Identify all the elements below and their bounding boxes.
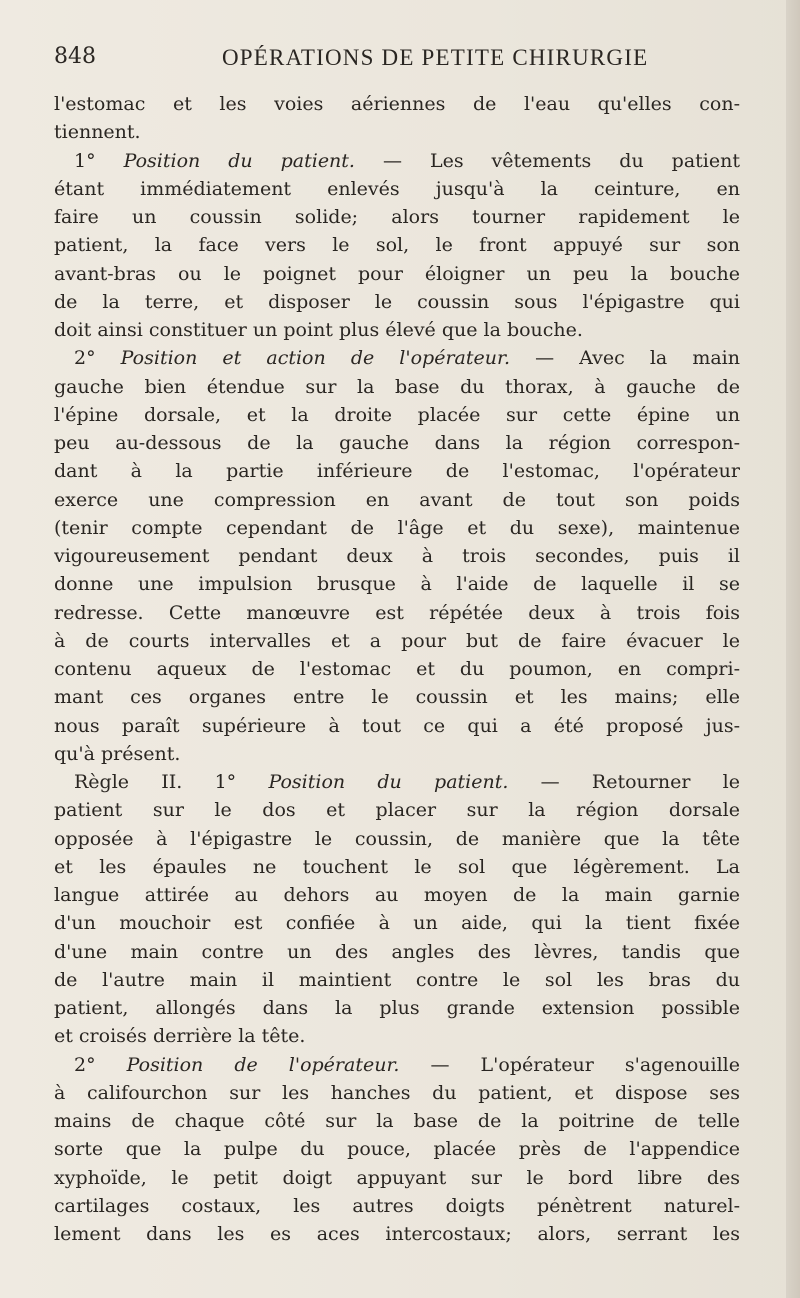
line-text: — L'opérateur s'agenouille bbox=[399, 1053, 740, 1076]
line-text: lement dans les es aces intercostaux; alors, serrant les bbox=[54, 1223, 740, 1245]
line-text: — Les vêtements du patient bbox=[354, 149, 740, 172]
italic-heading: Position du patient. bbox=[268, 771, 509, 793]
text-line bbox=[54, 1022, 740, 1050]
line-text: de l'autre main il maintient contre le sol les bras du bbox=[54, 968, 740, 991]
line-text: donne une impulsion brusque à l'aide de laquelle il se bbox=[54, 573, 740, 596]
line-text: faire un coussin solide; alors tourner rapidement le bbox=[54, 206, 740, 228]
line-text: patient sur le dos et placer sur la région dorsale bbox=[54, 799, 740, 822]
text-line bbox=[54, 373, 740, 401]
line-text: vigoureusement pendant deux à trois secondes, puis il bbox=[54, 545, 740, 567]
line-text: et croisés derrière la tête. bbox=[54, 1025, 306, 1048]
text-line bbox=[54, 1135, 740, 1163]
text-line bbox=[54, 1220, 740, 1248]
page-header bbox=[54, 40, 754, 74]
text-line bbox=[54, 90, 740, 118]
line-text: l'estomac et les voies aériennes de l'eau qu'elles con- bbox=[54, 93, 740, 115]
italic-heading: Position de l'opérateur. bbox=[126, 1053, 400, 1076]
line-lead: 1° bbox=[74, 149, 124, 172]
text-line bbox=[54, 344, 740, 372]
line-text: avant-bras ou le poignet pour éloigner un peu la bouche bbox=[54, 262, 740, 285]
text-line bbox=[54, 486, 740, 514]
line-text: contenu aqueux de l'estomac et du poumon, en compri- bbox=[54, 658, 740, 680]
line-text: l'épine dorsale, et la droite placée sur cette épine un bbox=[54, 403, 740, 426]
text-line bbox=[54, 881, 740, 909]
line-text: nous paraît supérieure à tout ce qui a été proposé jus- bbox=[54, 714, 740, 737]
line-text: cartilages costaux, les autres doigts pénètrent naturel- bbox=[54, 1194, 740, 1217]
text-line bbox=[54, 712, 740, 740]
line-text: exerce une compression en avant de tout son poids bbox=[54, 488, 740, 511]
text-line bbox=[54, 260, 740, 288]
text-line bbox=[54, 825, 740, 853]
text-line bbox=[54, 1079, 740, 1107]
italic-heading: Position et action de l'opérateur. bbox=[120, 347, 511, 370]
line-text: sorte que la pulpe du pouce, placée près de l'appendice bbox=[54, 1138, 740, 1161]
text-line bbox=[54, 655, 740, 683]
line-text: d'un mouchoir est confiée à un aide, qui la tient fixée bbox=[54, 912, 740, 935]
text-line bbox=[54, 768, 740, 796]
text-line bbox=[54, 429, 740, 457]
line-text: — Retourner le bbox=[508, 771, 740, 793]
line-text: à de courts intervalles et a pour but de faire évacuer le bbox=[54, 629, 740, 652]
line-text: de la terre, et disposer le coussin sous l'épigastre qui bbox=[54, 290, 740, 313]
line-lead: 2° bbox=[74, 1053, 127, 1076]
line-lead: Règle II. 1° bbox=[74, 771, 269, 793]
text-line bbox=[54, 938, 740, 966]
text-line bbox=[54, 796, 740, 824]
line-text: — Avec la main bbox=[510, 347, 740, 370]
line-text: (tenir compte cependant de l'âge et du sexe), maintenue bbox=[54, 516, 740, 539]
running-title: OPÉRATIONS DE PETITE CHIRURGIE bbox=[222, 45, 649, 70]
text-line bbox=[54, 118, 740, 146]
text-line bbox=[54, 683, 740, 711]
line-text: qu'à présent. bbox=[54, 742, 181, 765]
text-line bbox=[54, 1107, 740, 1135]
text-line bbox=[54, 1051, 740, 1079]
line-text: xyphoïde, le petit doigt appuyant sur le bord libre des bbox=[54, 1166, 740, 1189]
italic-heading: Position du patient. bbox=[123, 149, 355, 172]
text-line bbox=[54, 147, 740, 175]
text-line bbox=[54, 514, 740, 542]
line-text: dant à la partie inférieure de l'estomac, l'opérateur bbox=[54, 460, 740, 483]
text-line bbox=[54, 288, 740, 316]
text-line bbox=[54, 401, 740, 429]
line-text: peu au-dessous de la gauche dans la région correspon- bbox=[54, 432, 740, 454]
text-line bbox=[54, 457, 740, 485]
text-line bbox=[54, 966, 740, 994]
line-text: étant immédiatement enlevés jusqu'à la ceinture, en bbox=[54, 177, 740, 200]
line-text: patient, la face vers le sol, le front appuyé sur son bbox=[54, 234, 740, 257]
line-text: langue attirée au dehors au moyen de la main garnie bbox=[54, 884, 740, 906]
text-line bbox=[54, 853, 740, 881]
text-line bbox=[54, 994, 740, 1022]
page-number: 848 bbox=[54, 44, 96, 69]
text-line bbox=[54, 231, 740, 259]
line-text: à califourchon sur les hanches du patient, et dispose ses bbox=[54, 1081, 740, 1104]
text-line bbox=[54, 909, 740, 937]
text-line bbox=[54, 1164, 740, 1192]
line-text: et les épaules ne touchent le sol que légèrement. La bbox=[54, 855, 740, 878]
line-text: d'une main contre un des angles des lèvres, tandis que bbox=[54, 940, 740, 963]
line-text: patient, allongés dans la plus grande extension possible bbox=[54, 997, 740, 1019]
text-line bbox=[54, 1192, 740, 1220]
line-text: mant ces organes entre le coussin et les mains; elle bbox=[54, 686, 740, 709]
line-text: redresse. Cette manœuvre est répétée deux à trois fois bbox=[54, 601, 740, 624]
text-line bbox=[54, 175, 740, 203]
body-text bbox=[54, 90, 740, 1248]
text-line bbox=[54, 627, 740, 655]
page-edge bbox=[786, 0, 800, 1298]
text-line bbox=[54, 203, 740, 231]
line-text: opposée à l'épigastre le coussin, de manière que la tête bbox=[54, 827, 740, 850]
line-text: gauche bien étendue sur la base du thorax, à gauche de bbox=[54, 375, 740, 398]
line-text: mains de chaque côté sur la base de la poitrine de telle bbox=[54, 1110, 740, 1132]
line-text: tiennent. bbox=[54, 121, 141, 144]
line-text: doit ainsi constituer un point plus élevé que la bouche. bbox=[54, 319, 583, 341]
text-line bbox=[54, 599, 740, 627]
text-line bbox=[54, 316, 740, 344]
text-line bbox=[54, 740, 740, 768]
line-lead: 2° bbox=[74, 347, 121, 370]
text-line bbox=[54, 542, 740, 570]
text-line bbox=[54, 570, 740, 598]
